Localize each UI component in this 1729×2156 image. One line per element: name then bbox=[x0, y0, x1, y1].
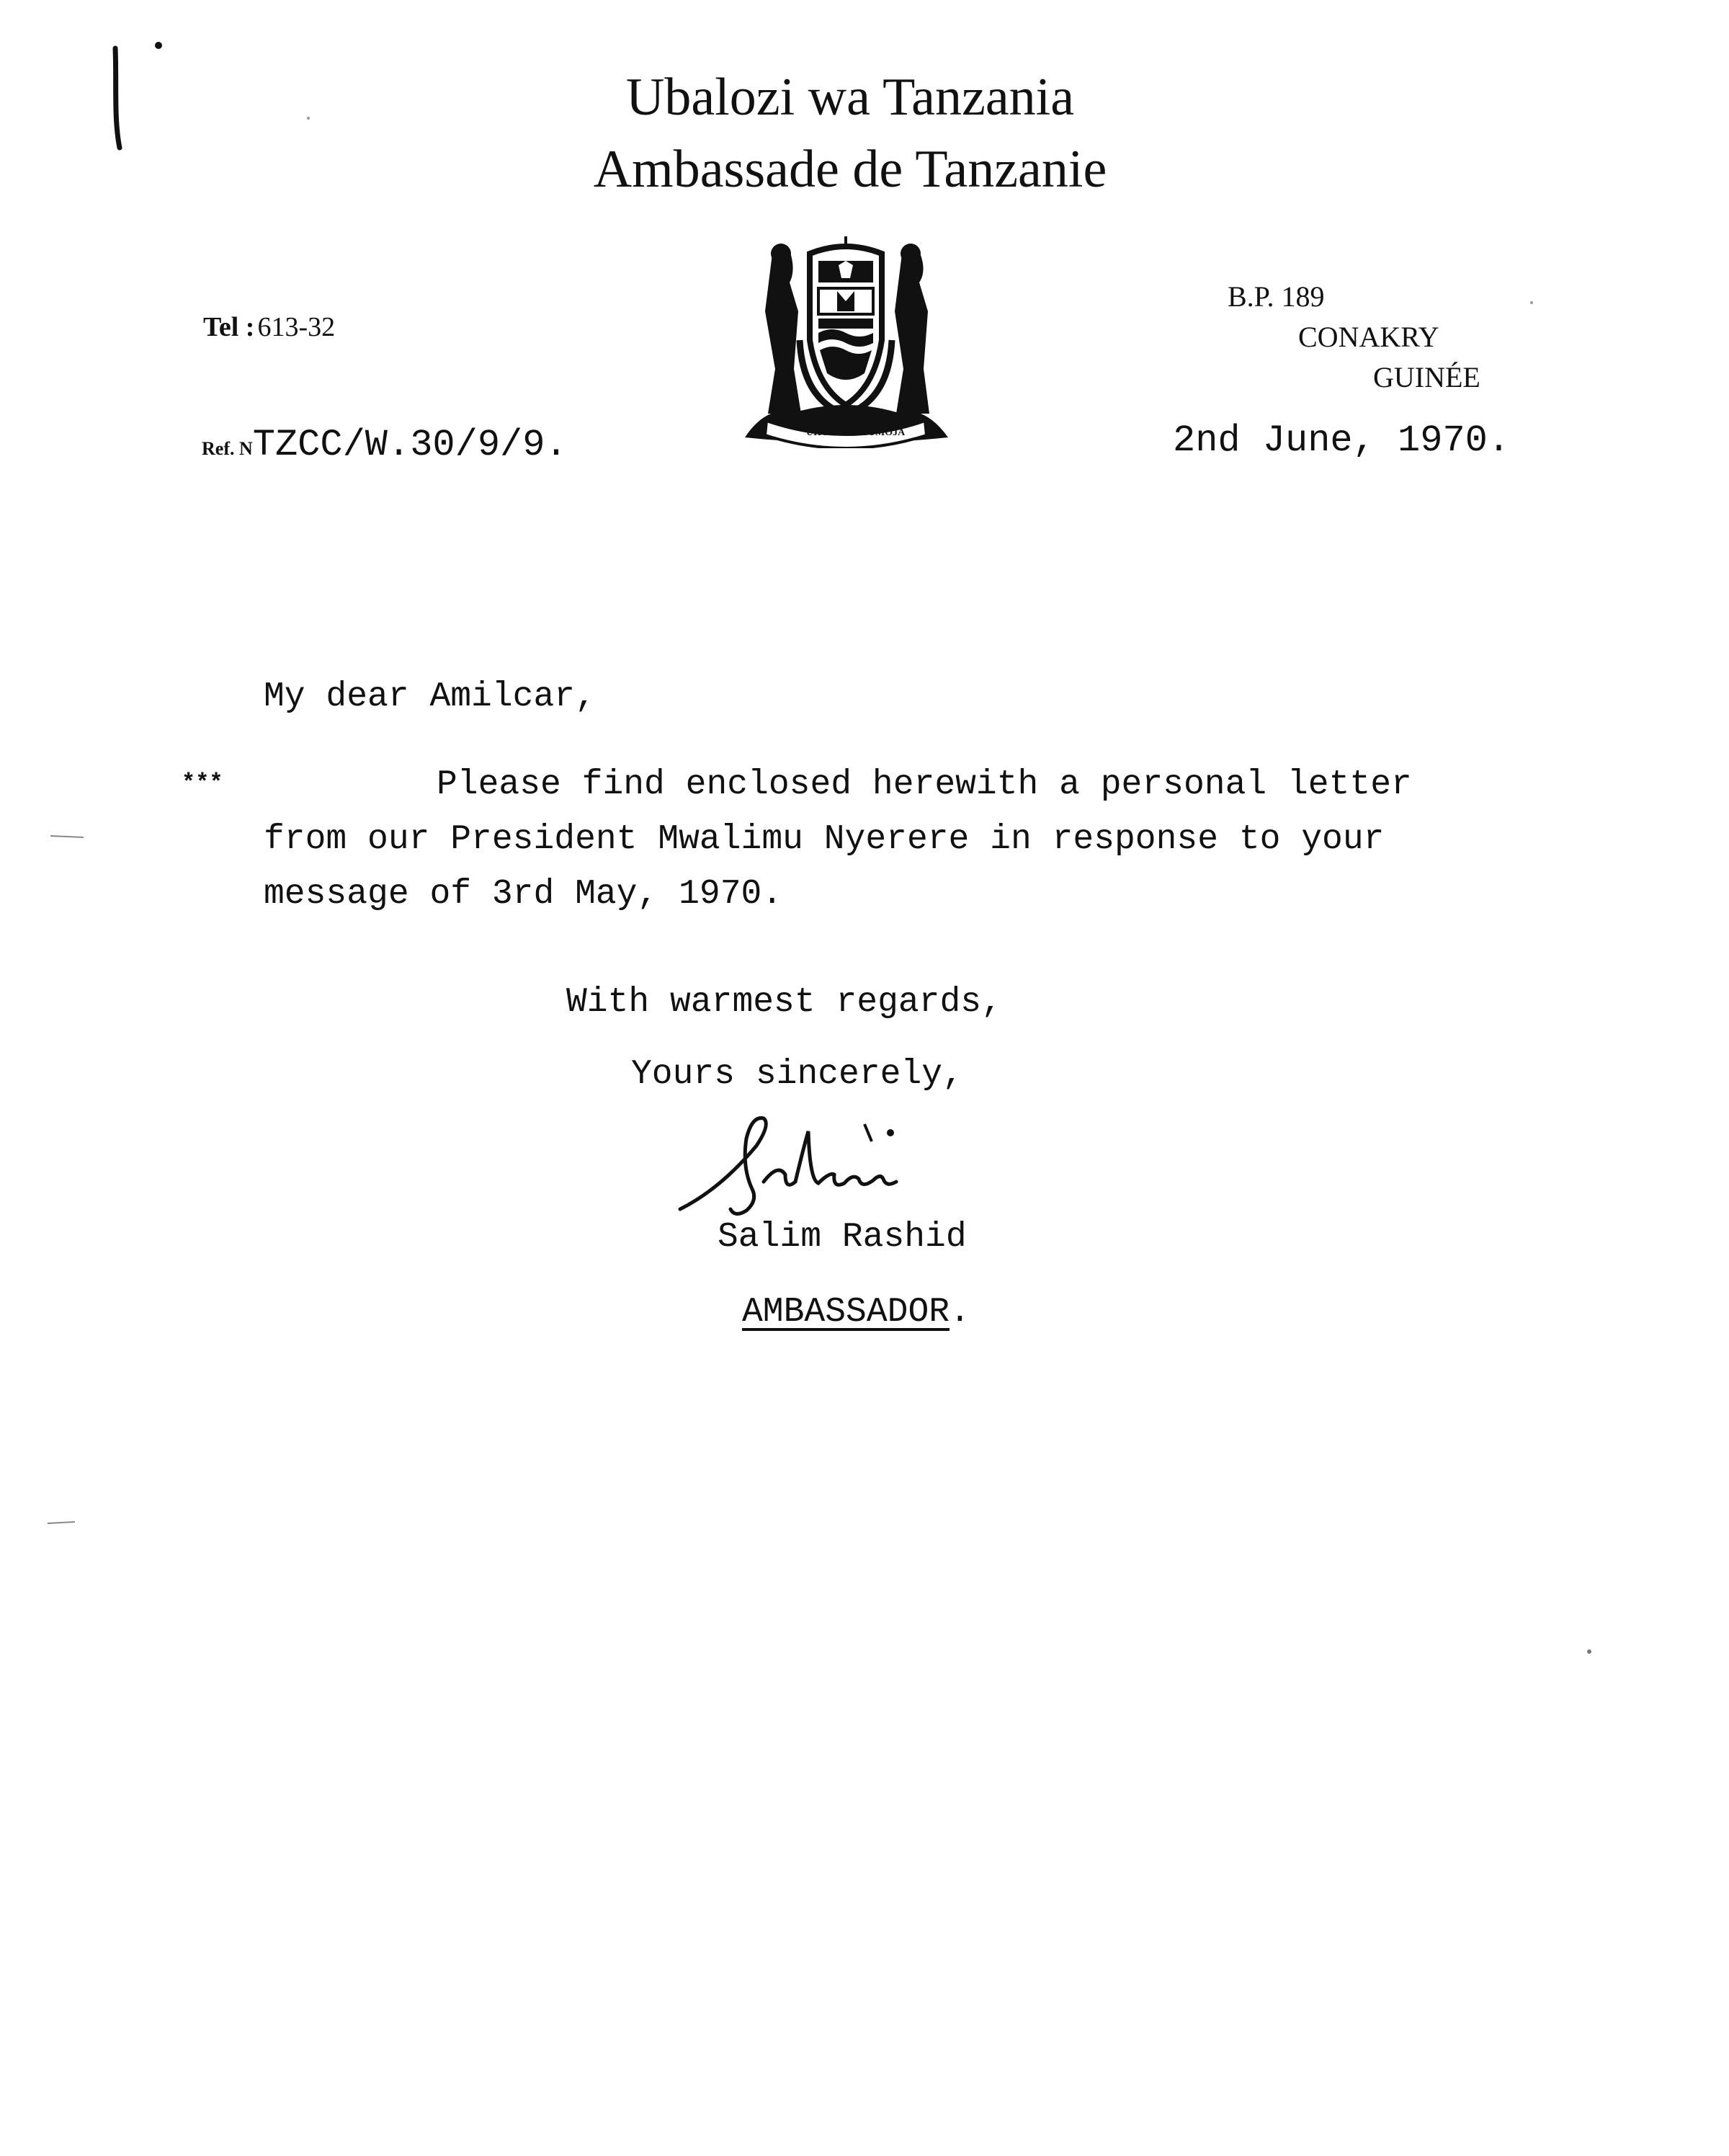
reference-number: TZCC/W.30/9/9. bbox=[252, 424, 568, 466]
telephone-number: 613-32 bbox=[257, 312, 336, 342]
crest-motto-right: NA UMOJA bbox=[852, 427, 906, 438]
letter-date: 2nd June, 1970. bbox=[1173, 419, 1511, 462]
margin-marker: *** bbox=[182, 770, 223, 796]
reference-label: Ref. N bbox=[202, 438, 253, 459]
crest-motto-left: UHURU bbox=[806, 427, 844, 438]
closing-sincerely: Yours sincerely, bbox=[631, 1055, 963, 1094]
telephone-label: Tel : bbox=[203, 312, 255, 342]
salutation: My dear Amilcar, bbox=[264, 677, 596, 716]
address-country: GUINÉE bbox=[1373, 361, 1480, 393]
body-line-3: message of 3rd May, 1970. bbox=[264, 875, 783, 914]
closing-regards: With warmest regards, bbox=[566, 983, 1002, 1022]
body-line-1: Please find enclosed herewith a personal letter bbox=[437, 765, 1412, 804]
signatory-title: AMBASSADOR bbox=[742, 1293, 950, 1332]
letterhead-title-french: Ambassade de Tanzanie bbox=[593, 140, 1107, 199]
address-box: B.P. 189 bbox=[1228, 280, 1325, 313]
signatory-name: Salim Rashid bbox=[718, 1218, 967, 1257]
signatory-title-period: . bbox=[950, 1293, 970, 1332]
letterhead-title-swahili: Ubalozi wa Tanzania bbox=[625, 68, 1075, 127]
address-city: CONAKRY bbox=[1298, 321, 1439, 353]
body-line-2: from our President Mwalimu Nyerere in response to your bbox=[264, 820, 1385, 859]
